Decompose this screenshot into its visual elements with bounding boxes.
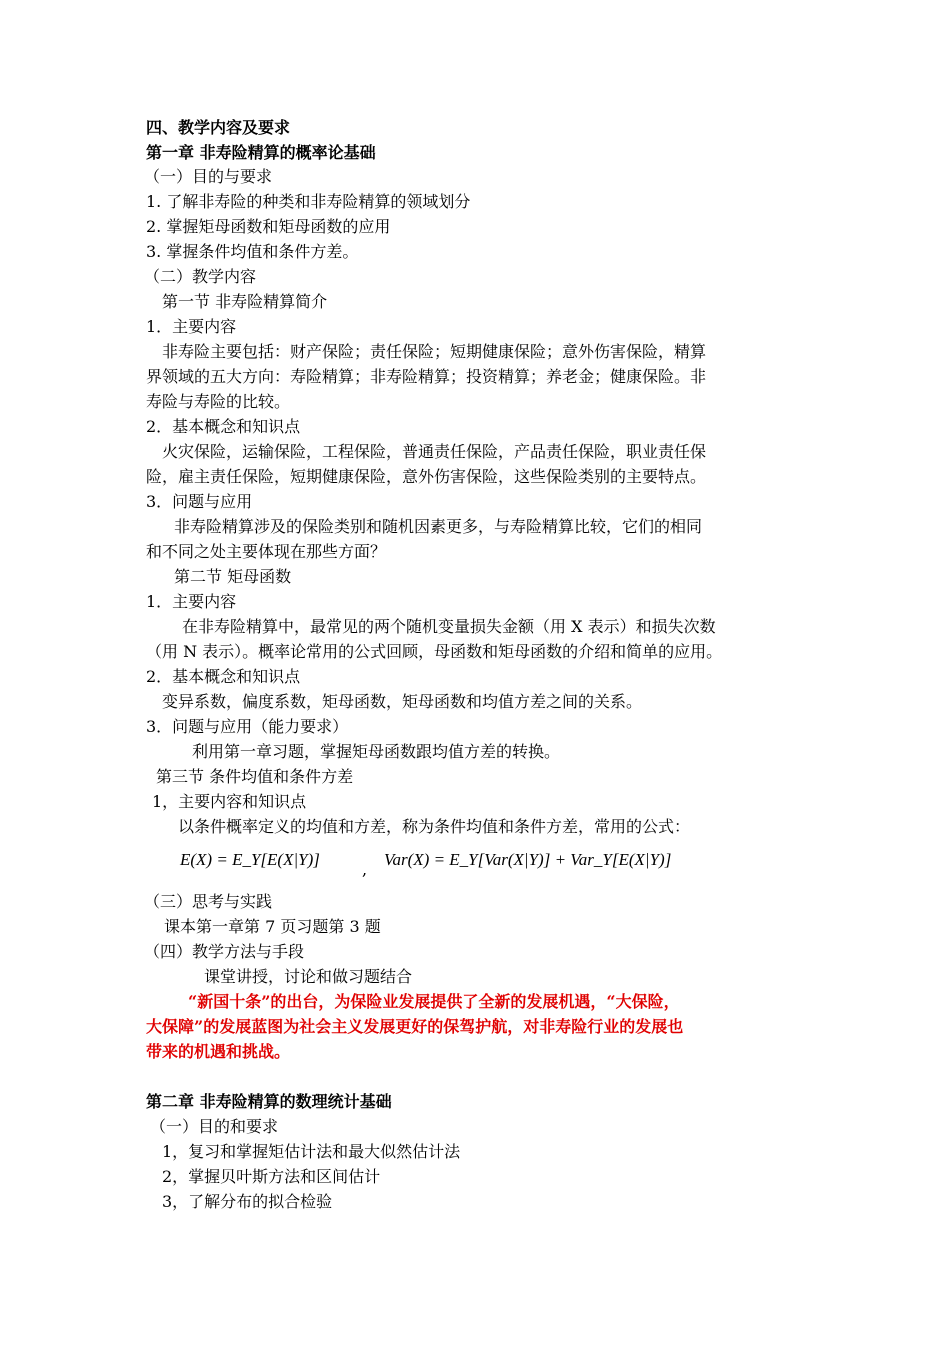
sec3-main-line: 以条件概率定义的均值和方差，称为条件均值和条件方差，常用的公式：	[178, 817, 691, 836]
ch2-objectives-heading: （一）目的和要求	[150, 1117, 279, 1136]
ch1-objective-2: 2. 掌握矩母函数和矩母函数的应用	[146, 217, 391, 236]
sec1-concepts-line-1: 火灾保险，运输保险，工程保险，普通责任保险，产品责任保险，职业责任保	[162, 442, 707, 461]
chapter1-title: 第一章 非寿险精算的概率论基础	[146, 143, 376, 162]
sec2-main-line-2: （用 N 表示）。概率论常用的公式回顾，母函数和矩母函数的介绍和简单的应用。	[146, 642, 723, 661]
sec3-main-heading: 1，主要内容和知识点	[152, 792, 307, 811]
sec1-main-line-1: 非寿险主要包括：财产保险；责任保险；短期健康保险；意外伤害保险，精算	[162, 342, 707, 361]
ch1-objective-1: 1. 了解非寿险的种类和非寿险精算的领域划分	[146, 192, 471, 211]
formula-separator: ,	[362, 860, 368, 879]
ch1-content-heading: （二）教学内容	[144, 267, 257, 286]
sec1-title: 第一节 非寿险精算简介	[162, 292, 328, 311]
sec1-problems-line-2: 和不同之处主要体现在那些方面？	[146, 542, 387, 561]
sec2-main-heading: 1．主要内容	[146, 592, 237, 611]
sec3-title: 第三节 条件均值和条件方差	[156, 767, 354, 786]
chapter2-title: 第二章 非寿险精算的数理统计基础	[146, 1092, 392, 1111]
ch1-objectives-heading: （一）目的与要求	[144, 167, 273, 186]
sec1-main-heading: 1．主要内容	[146, 317, 237, 336]
ch1-objective-3: 3. 掌握条件均值和条件方差。	[146, 242, 359, 261]
sec2-problems-heading: 3．问题与应用（能力要求）	[146, 717, 349, 736]
sec1-concepts-line-2: 险，雇主责任保险，短期健康保险，意外伤害保险，这些保险类别的主要特点。	[146, 467, 707, 486]
sec1-problems-heading: 3．问题与应用	[146, 492, 253, 511]
sec2-problems-line: 利用第一章习题，掌握矩母函数跟均值方差的转换。	[192, 742, 561, 761]
ch2-objective-3: 3，了解分布的拟合检验	[162, 1192, 333, 1211]
ch1-methods-line: 课堂讲授，讨论和做习题结合	[204, 967, 413, 986]
sec1-main-line-3: 寿险与寿险的比较。	[146, 392, 291, 411]
highlight-line-2: 大保障”的发展蓝图为社会主义发展更好的保驾护航，对非寿险行业的发展也	[146, 1017, 684, 1036]
ch1-practice-line: 课本第一章第 7 页习题第 3 题	[164, 917, 381, 936]
sec2-main-line-1: 在非寿险精算中，最常见的两个随机变量损失金额（用 X 表示）和损失次数	[182, 617, 716, 636]
sec1-problems-line-1: 非寿险精算涉及的保险类别和随机因素更多，与寿险精算比较，它们的相同	[174, 517, 703, 536]
section-title: 四、教学内容及要求	[146, 118, 291, 137]
ch2-objective-2: 2，掌握贝叶斯方法和区间估计	[162, 1167, 381, 1186]
highlight-line-1: “新国十条”的出台，为保险业发展提供了全新的发展机遇，“大保险，	[188, 992, 680, 1011]
ch1-practice-heading: （三）思考与实践	[144, 892, 273, 911]
sec2-title: 第二节 矩母函数	[174, 567, 292, 586]
highlight-line-3: 带来的机遇和挑战。	[146, 1042, 291, 1061]
formula-variance: Var(X) = E_Y[Var(X|Y)] + Var_Y[E(X|Y)]	[384, 850, 672, 869]
sec1-concepts-heading: 2．基本概念和知识点	[146, 417, 301, 436]
sec1-main-line-2: 界领域的五大方向：寿险精算；非寿险精算；投资精算；养老金；健康保险。非	[146, 367, 707, 386]
formula-expectation: E(X) = E_Y[E(X|Y)]	[180, 850, 320, 869]
ch1-methods-heading: （四）教学方法与手段	[144, 942, 305, 961]
sec2-concepts-heading: 2．基本概念和知识点	[146, 667, 301, 686]
ch2-objective-1: 1，复习和掌握矩估计法和最大似然估计法	[162, 1142, 461, 1161]
sec2-concepts-line: 变异系数，偏度系数，矩母函数，矩母函数和均值方差之间的关系。	[162, 692, 643, 711]
